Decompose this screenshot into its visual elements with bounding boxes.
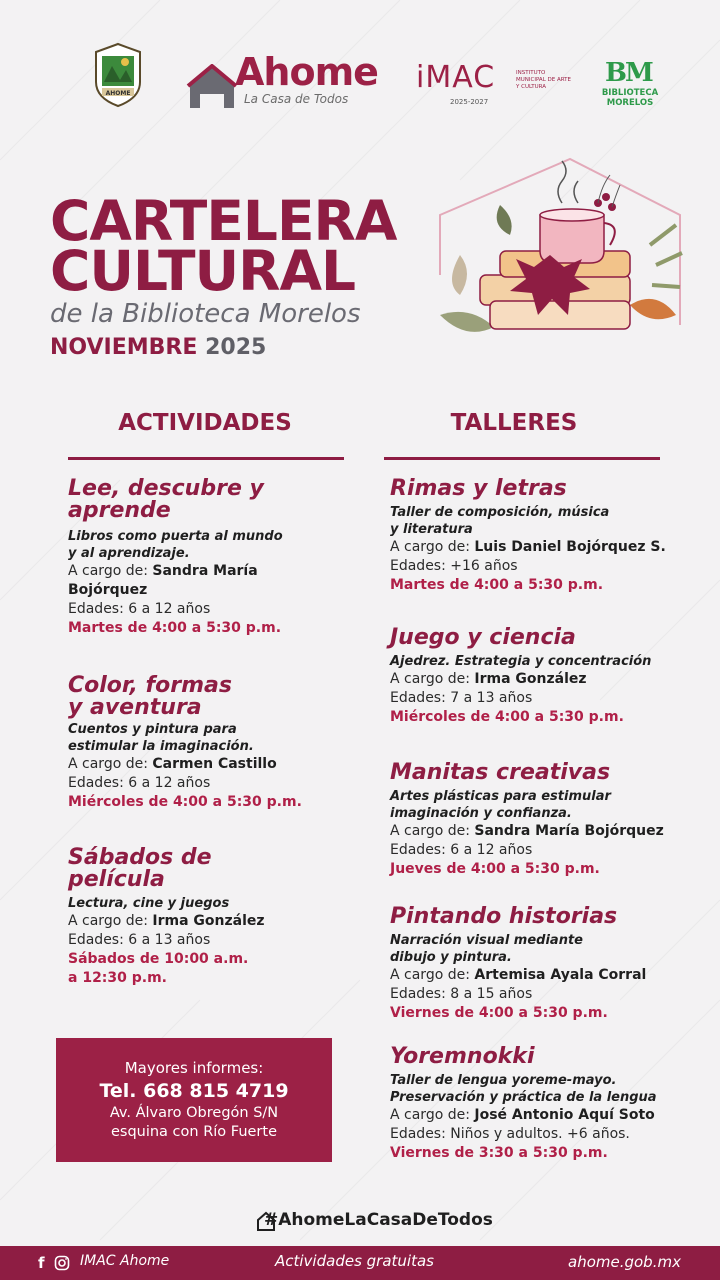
- activity-title-cont: aprende: [68, 498, 171, 523]
- books-cup-leaves-illustration: [430, 155, 690, 355]
- taller-description-cont: imaginación y confianza.: [390, 806, 572, 821]
- contact-info-box: [56, 1038, 332, 1162]
- taller-title: Manitas creativas: [390, 760, 611, 785]
- taller-yoremnokki: [390, 1046, 700, 1163]
- taller-ages: Edades: 8 a 15 años: [390, 986, 533, 1002]
- biblioteca-morelos-logo: [600, 58, 662, 114]
- taller-title: Rimas y letras: [390, 476, 567, 501]
- website-link[interactable]: ahome.gob.mx: [568, 1253, 681, 1271]
- address-line-1: Av. Álvaro Obregón S/N: [109, 1105, 279, 1121]
- taller-pintando-historias: [390, 906, 690, 1023]
- taller-title: Juego y ciencia: [390, 625, 576, 650]
- taller-schedule: Jueves de 4:00 a 5:30 p.m.: [390, 861, 600, 877]
- activity-title: Sábados de: [68, 845, 212, 870]
- talleres-heading: TALLERES: [450, 410, 578, 436]
- taller-description-cont: dibujo y pintura.: [390, 950, 512, 965]
- activity-ages: Edades: 6 a 12 años: [68, 775, 211, 791]
- shield-label: AHOME: [105, 90, 131, 97]
- taller-description: Taller de lengua yoreme-mayo.: [390, 1073, 617, 1088]
- activity-title-cont: y aventura: [68, 695, 202, 720]
- taller-instructor: A cargo de: Sandra María Bojórquez: [390, 823, 664, 839]
- activity-instructor: A cargo de: Sandra María: [68, 563, 258, 579]
- imac-description: INSTITUTO MUNICIPAL DE ARTE Y CULTURA: [516, 70, 571, 90]
- taller-title: Pintando historias: [390, 904, 618, 929]
- title-line-1: CARTELERA: [50, 189, 397, 253]
- hashtag: #AhomeLaCasaDeTodos: [264, 1210, 493, 1230]
- shield-icon: [90, 42, 146, 108]
- taller-rimas-letras: [390, 478, 690, 595]
- activity-description-cont: estimular la imaginación.: [68, 739, 254, 754]
- page-subtitle: de la Biblioteca Morelos: [50, 299, 361, 329]
- social-handle[interactable]: IMAC Ahome: [80, 1253, 170, 1269]
- activity-schedule-cont: a 12:30 p.m.: [68, 970, 168, 986]
- imac-logo: [416, 60, 571, 110]
- phone-number[interactable]: Tel. 668 815 4719: [99, 1080, 289, 1102]
- bm-mark: BM: [605, 58, 652, 88]
- taller-schedule: Viernes de 3:30 a 5:30 p.m.: [390, 1145, 608, 1161]
- activity-description: Lectura, cine y juegos: [68, 896, 230, 911]
- activity-schedule: Miércoles de 4:00 a 5:30 p.m.: [68, 794, 302, 810]
- taller-description-cont: Preservación y práctica de la lengua: [390, 1090, 657, 1105]
- imac-years: 2025-2027: [450, 98, 489, 106]
- bm-text: BIBLIOTECA MORELOS: [601, 88, 659, 108]
- month: NOVIEMBRE: [50, 335, 198, 360]
- taller-manitas-creativas: [390, 762, 690, 879]
- activity-instructor: A cargo de: Carmen Castillo: [68, 756, 277, 772]
- taller-schedule: Viernes de 4:00 a 5:30 p.m.: [390, 1005, 608, 1021]
- activity-description-cont: y al aprendizaje.: [68, 546, 190, 561]
- taller-ages: Edades: 7 a 13 años: [390, 690, 533, 706]
- activity-ages: Edades: 6 a 12 años: [68, 601, 211, 617]
- activity-instructor: A cargo de: Irma González: [68, 913, 265, 929]
- info-heading: Mayores informes:: [124, 1059, 264, 1077]
- house-icon: [186, 64, 238, 110]
- year: 2025: [205, 335, 267, 360]
- activity-title-cont: película: [68, 867, 165, 892]
- page-title: [50, 189, 397, 303]
- taller-instructor: A cargo de: Luis Daniel Bojórquez S.: [390, 539, 666, 555]
- taller-juego-ciencia: [390, 627, 690, 727]
- activity-color-formas: [68, 675, 348, 812]
- taller-instructor: A cargo de: José Antonio Aquí Soto: [390, 1107, 655, 1123]
- activity-title: Color, formas: [68, 673, 232, 698]
- title-line-2: CULTURAL: [50, 239, 356, 303]
- taller-instructor: A cargo de: Artemisa Ayala Corral: [390, 967, 647, 983]
- activity-title: Lee, descubre y: [68, 476, 264, 501]
- taller-description: Ajedrez. Estrategia y concentración: [390, 654, 652, 669]
- activity-schedule: Sábados de 10:00 a.m.: [68, 951, 249, 967]
- taller-schedule: Martes de 4:00 a 5:30 p.m.: [390, 577, 604, 593]
- taller-instructor: A cargo de: Irma González: [390, 671, 587, 687]
- ahome-logo: [186, 50, 378, 112]
- taller-ages: Edades: 6 a 12 años: [390, 842, 533, 858]
- actividades-divider: [68, 457, 344, 460]
- activity-description: Cuentos y pintura para: [68, 722, 237, 737]
- taller-description: Artes plásticas para estimular: [390, 789, 611, 804]
- footer-bar: [0, 1246, 720, 1280]
- footer-free-activities: Actividades gratuitas: [275, 1252, 434, 1270]
- instagram-icon[interactable]: [54, 1255, 70, 1271]
- taller-schedule: Miércoles de 4:00 a 5:30 p.m.: [390, 709, 624, 725]
- facebook-icon[interactable]: f: [38, 1254, 45, 1272]
- taller-description: Narración visual mediante: [390, 933, 583, 948]
- taller-description: Taller de composición, música: [390, 505, 610, 520]
- taller-title: Yoremnokki: [390, 1044, 535, 1069]
- talleres-divider: [384, 457, 660, 460]
- activity-description: Libros como puerta al mundo: [68, 529, 283, 544]
- address-line-2: esquina con Río Fuerte: [110, 1124, 278, 1140]
- ahome-wordmark: Ahome: [235, 50, 378, 94]
- activity-lee-descubre: [68, 478, 348, 638]
- month-label: [50, 335, 266, 360]
- actividades-heading: ACTIVIDADES: [118, 410, 292, 436]
- taller-ages: Edades: +16 años: [390, 558, 518, 574]
- activity-schedule: Martes de 4:00 a 5:30 p.m.: [68, 620, 282, 636]
- activity-sabados-pelicula: [68, 847, 348, 988]
- activity-instructor-cont: Bojórquez: [68, 582, 148, 598]
- ahome-shield-logo: [90, 42, 146, 108]
- ahome-tagline: La Casa de Todos: [244, 92, 349, 106]
- activity-ages: Edades: 6 a 13 años: [68, 932, 211, 948]
- taller-description-cont: y literatura: [390, 522, 473, 537]
- imac-wordmark: iMAC: [416, 60, 496, 95]
- taller-ages: Edades: Niños y adultos. +6 años.: [390, 1126, 630, 1142]
